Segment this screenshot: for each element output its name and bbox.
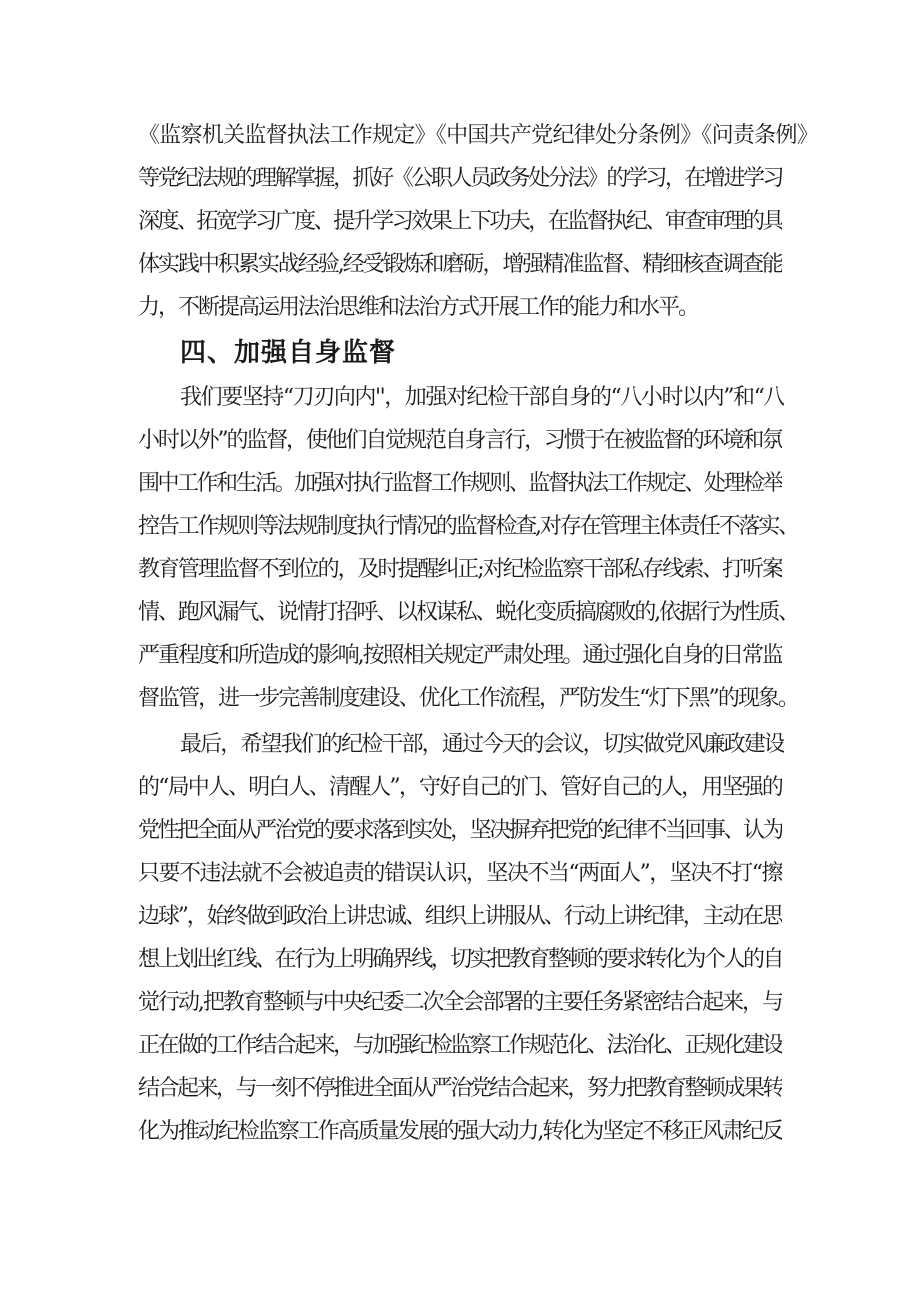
text-line: 情、跑风漏气、说情打招呼、以权谋私、蜕化变质搞腐败的,依据行为性质、 [138,600,798,625]
text-line: 的“局中人、明白人、清醒人”，守好自己的门、管好自己的人，用坚强的 [138,775,782,800]
text-line: 等党纪法规的理解掌握，抓好《公职人员政务处分法》的学习，在增进学习 [138,166,782,191]
text-line: 小时以外”的监督，使他们自觉规范自身言行，习惯于在被监督的环境和氛 [138,428,782,453]
text-line: 力，不断提高运用法治思维和法治方式开展工作的能力和水平。 [138,295,698,320]
text-line: 我们要坚持“刀刃向内''，加强对纪检干部自身的“八小时以内”和“八 [180,385,784,410]
text-line: 体实践中积累实战经验,经受锻炼和磨砺，增强精准监督、精细核查调查能 [138,252,782,277]
text-line: 控告工作规则等法规制度执行情况的监督检查,对存在管理主体责任不落实、 [138,514,798,539]
text-line: 觉行动,把教育整顿与中央纪委二次全会部署的主要任务紧密结合起来，与 [138,990,782,1015]
text-line: 教育管理监督不到位的，及时提醒纠正;对纪检监察干部私存线索、打听案 [138,557,782,582]
text-line: 正在做的工作结合起来，与加强纪检监察工作规范化、法治化、正规化建设 [138,1033,782,1058]
text-line: 想上划出红线、在行为上明确界线，切实把教育整顿的要求转化为个人的自 [138,947,782,972]
text-line: 党性把全面从严治党的要求落到实处，坚决摒弃把党的纪律不当回事、认为 [138,818,782,843]
text-line: 结合起来，与一刻不停推进全面从严治党结合起来，努力把教育整顿成果转 [138,1076,782,1101]
text-line: 严重程度和所造成的影响,按照相关规定严肃处理。通过强化自身的日常监 [138,643,782,668]
text-line: 只要不违法就不会被追责的错误认识，坚决不当“两面人”，坚决不打“擦 [138,861,782,886]
text-line: 围中工作和生活。加强对执行监督工作规则、监督执法工作规定、处理检举 [138,471,782,496]
text-line: 深度、拓宽学习广度、提升学习效果上下功夫，在监督执纪、审查审理的具 [138,209,782,234]
text-line: 化为推动纪检监察工作高质量发展的强大动力,转化为坚定不移正风肃纪反 [138,1119,782,1144]
text-line: 最后，希望我们的纪检干部，通过今天的会议，切实做党风廉政建设 [180,732,784,757]
text-line: 边球”，始终做到政治上讲忠诚、组织上讲服从、行动上讲纪律，主动在思 [138,904,782,929]
text-line: 督监管，进一步完善制度建设、优化工作流程，严防发生“灯下黑”的现象。 [138,686,798,711]
section-heading: 四、加强自身监督 [180,338,397,368]
text-line: 《监察机关监督执法工作规定》《中国共产党纪律处分条例》《问责条例》 [138,123,818,148]
